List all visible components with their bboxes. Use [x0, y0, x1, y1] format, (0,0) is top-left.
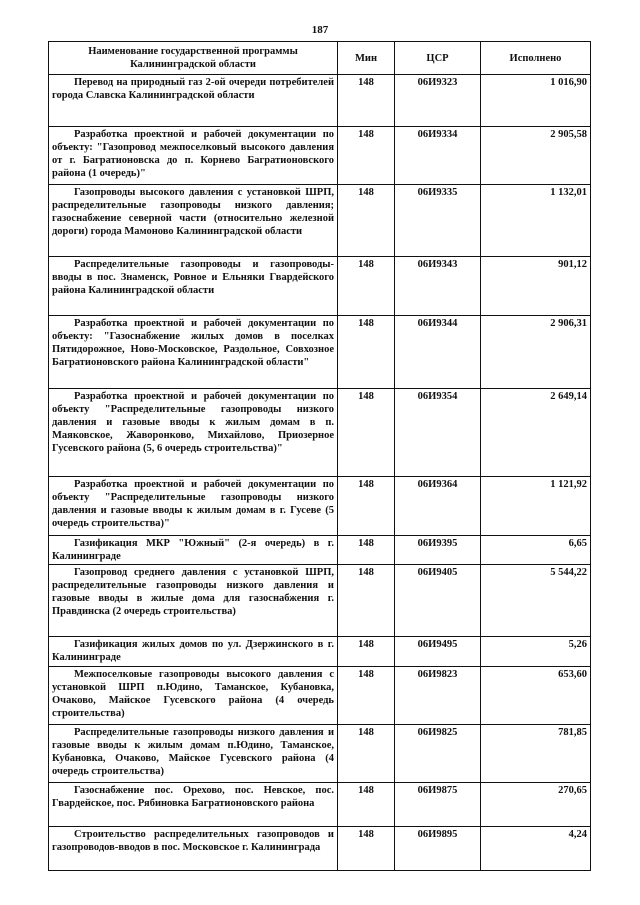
table-header-row: [49, 42, 591, 75]
csr-cell: 06И9323: [395, 75, 481, 127]
executed-cell: 1 016,90: [481, 75, 591, 127]
executed-cell: 1 132,01: [481, 185, 591, 257]
page-number: 187: [311, 24, 329, 36]
program-name-cell: Разработка проектной и рабочей документации по объекту: "Газопровод межпоселковый высокого давления от г. Багратионовска до п. Корнево Багратионовского района (1 очередь)": [49, 127, 338, 185]
executed-cell: 1 121,92: [481, 477, 591, 536]
min-cell: 148: [338, 127, 395, 185]
table-row: [49, 637, 591, 667]
csr-cell: 06И9334: [395, 127, 481, 185]
executed-cell: 2 649,14: [481, 389, 591, 477]
table-row: [49, 185, 591, 257]
header-executed: Исполнено: [481, 42, 591, 75]
executed-cell: 2 905,58: [481, 127, 591, 185]
table-row: [49, 127, 591, 185]
csr-cell: 06И9395: [395, 536, 481, 565]
executed-cell: 901,12: [481, 257, 591, 316]
program-name-cell: Газификация МКР "Южный" (2-я очередь) в г. Калининграде: [49, 536, 338, 565]
table-row: [49, 316, 591, 389]
min-cell: 148: [338, 185, 395, 257]
table-row: [49, 389, 591, 477]
table-row: [49, 477, 591, 536]
program-name-cell: Разработка проектной и рабочей документации по объекту "Распределительные газопроводы низкого давления и газовые вводы к жилым домам в г. Гусеве (5 очередь строительства)": [49, 477, 338, 536]
table-row: [49, 783, 591, 827]
executed-cell: 653,60: [481, 667, 591, 725]
table-row: [49, 667, 591, 725]
table-row: [49, 536, 591, 565]
table-row: [49, 75, 591, 127]
executed-cell: 5 544,22: [481, 565, 591, 637]
csr-cell: 06И9495: [395, 637, 481, 667]
min-cell: 148: [338, 565, 395, 637]
program-name-cell: Газификация жилых домов по ул. Дзержинского в г. Калининграде: [49, 637, 338, 667]
table-row: [49, 827, 591, 871]
csr-cell: 06И9364: [395, 477, 481, 536]
program-name-cell: Газопровод среднего давления с установкой ШРП, распределительные газопроводы низкого давления и газовые вводы в жилые дома для газоснабжения г. Правдинска (2 очередь строительства): [49, 565, 338, 637]
table-row: [49, 725, 591, 783]
header-csr: ЦСР: [395, 42, 481, 75]
program-name-cell: Газоснабжение пос. Орехово, пос. Невское, пос. Гвардейское, пос. Рябиновка Багратионовского района: [49, 783, 338, 827]
min-cell: 148: [338, 75, 395, 127]
executed-cell: 2 906,31: [481, 316, 591, 389]
min-cell: 148: [338, 667, 395, 725]
header-min: Мин: [338, 42, 395, 75]
min-cell: 148: [338, 536, 395, 565]
min-cell: 148: [338, 257, 395, 316]
executed-cell: 270,65: [481, 783, 591, 827]
min-cell: 148: [338, 389, 395, 477]
csr-cell: 06И9823: [395, 667, 481, 725]
min-cell: 148: [338, 637, 395, 667]
program-name-cell: Перевод на природный газ 2-ой очереди потребителей города Славска Калининградской области: [49, 75, 338, 127]
program-name-cell: Межпоселковые газопроводы высокого давления с установкой ШРП п.Юдино, Таманское, Кубановка, Очаково, Майское Гусевского района (4 очередь строительства): [49, 667, 338, 725]
min-cell: 148: [338, 477, 395, 536]
budget-table: [48, 41, 591, 871]
table-row: [49, 257, 591, 316]
program-name-cell: Строительство распределительных газопроводов и газопроводов-вводов в пос. Московское г. Калининграда: [49, 827, 338, 871]
csr-cell: 06И9344: [395, 316, 481, 389]
executed-cell: 5,26: [481, 637, 591, 667]
csr-cell: 06И9875: [395, 783, 481, 827]
csr-cell: 06И9825: [395, 725, 481, 783]
executed-cell: 4,24: [481, 827, 591, 871]
csr-cell: 06И9895: [395, 827, 481, 871]
program-name-cell: Газопроводы высокого давления с установкой ШРП, распределительные газопроводы низкого давления; газоснабжение северной части (относительно железной дороги) города Мамоново Калининградской области: [49, 185, 338, 257]
program-name-cell: Распределительные газопроводы и газопроводы-вводы в пос. Знаменск, Ровное и Ельняки Гвардейского района Калининградской области: [49, 257, 338, 316]
executed-cell: 781,85: [481, 725, 591, 783]
program-name-cell: Распределительные газопроводы низкого давления и газовые вводы к жилым домам п.Юдино, Таманское, Кубановка, Очаково, Майское Гусевского района (4 очередь строительства): [49, 725, 338, 783]
program-name-cell: Разработка проектной и рабочей документации по объекту "Распределительные газопроводы низкого давления и газовые вводы к жилым домам в п. Маяковское, Жаворонково, Михайлово, Приозерное Гусевского района (5, 6 очередь строительства)": [49, 389, 338, 477]
min-cell: 148: [338, 725, 395, 783]
min-cell: 148: [338, 316, 395, 389]
min-cell: 148: [338, 783, 395, 827]
csr-cell: 06И9335: [395, 185, 481, 257]
table-row: [49, 565, 591, 637]
header-program-name: Наименование государственной программы Калининградской области: [49, 42, 338, 75]
csr-cell: 06И9405: [395, 565, 481, 637]
csr-cell: 06И9354: [395, 389, 481, 477]
executed-cell: 6,65: [481, 536, 591, 565]
program-name-cell: Разработка проектной и рабочей документации по объекту: "Газоснабжение жилых домов в поселках Пятидорожное, Ново-Московское, Раздольное, Совхозное Багратионовского района Калининградской области": [49, 316, 338, 389]
min-cell: 148: [338, 827, 395, 871]
csr-cell: 06И9343: [395, 257, 481, 316]
